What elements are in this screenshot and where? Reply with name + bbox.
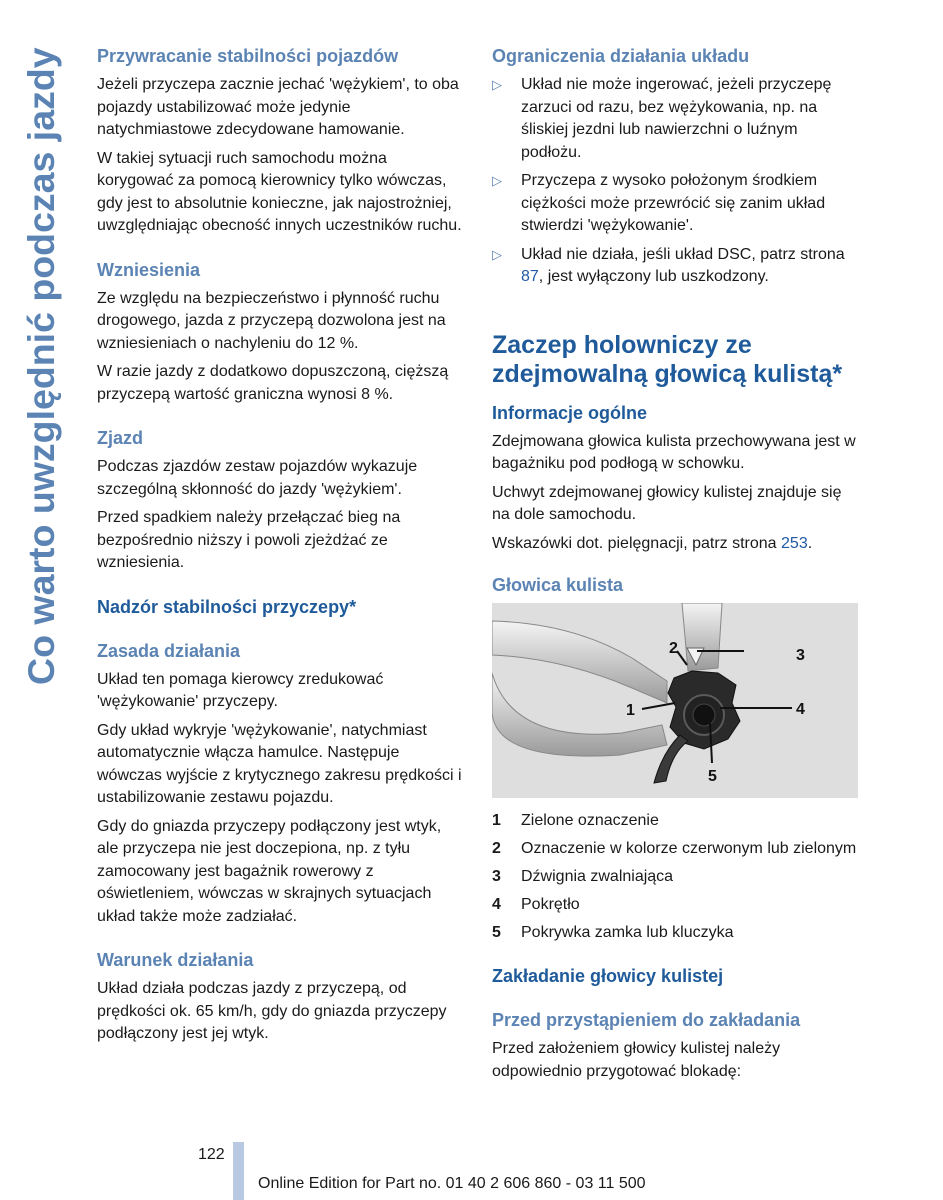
- paragraph: [492, 533, 860, 556]
- legend-item: [492, 866, 860, 889]
- footer-accent-bar: [233, 1142, 244, 1200]
- figure-legend: [492, 810, 860, 945]
- legend-text: Oznaczenie w kolorze czerwonym lub zielonym: [521, 840, 857, 857]
- heading-wzniesienia: Wzniesienia: [97, 259, 201, 280]
- heading-przed-przystapieniem: Przed przystąpieniem do zakładania: [492, 1010, 801, 1030]
- footer-edition-text: Online Edition for Part no. 01 40 2 606 860 - 03 11 500: [258, 1175, 646, 1192]
- heading-ograniczenia: Ograniczenia działania układu: [492, 46, 750, 66]
- legend-number: 3: [492, 868, 501, 885]
- heading-glowica-kulista: Głowica kulista: [492, 575, 624, 595]
- legend-item: [492, 838, 860, 861]
- legend-item: [492, 810, 860, 833]
- heading-zakladanie-glowicy: Zakładanie głowicy kulistej: [492, 966, 724, 986]
- legend-text: Pokrętło: [521, 896, 580, 913]
- paragraph: Zdejmowana głowica kulista przechowywana jest w bagażniku pod podłogą w schowku.: [492, 432, 856, 472]
- page-link-253[interactable]: 253: [781, 534, 808, 552]
- left-column: [97, 44, 465, 1052]
- heading-nadzor-stabilnosci: Nadzór stabilności przyczepy*: [97, 596, 357, 617]
- legend-number: 2: [492, 840, 501, 857]
- legend-text: Dźwignia zwalniająca: [521, 868, 674, 885]
- heading-przywracanie: Przywracanie stabilności pojazdów: [97, 46, 399, 66]
- right-column: [492, 44, 860, 1089]
- triangle-bullet-icon: ▷: [492, 77, 502, 92]
- paragraph: Jeżeli przyczepa zacznie jechać 'wężykiem', to oba pojazdy ustabilizować może jedynie natychmiastowe zdecydowane hamowanie.: [97, 76, 459, 138]
- paragraph: Podczas zjazdów zestaw pojazdów wykazuje szczególną skłonność do jazdy 'wężykiem'.: [97, 458, 418, 498]
- paragraph-text: .: [807, 534, 813, 552]
- figure-label: 3: [796, 647, 805, 664]
- figure-label: 1: [626, 702, 635, 719]
- paragraph: Układ ten pomaga kierowcy zredukować 'wężykowanie' przyczepy.: [97, 670, 384, 710]
- paragraph: Przed założeniem głowicy kulistej należy odpowiednio przygotować blokadę:: [492, 1040, 781, 1080]
- paragraph: W takiej sytuacji ruch samochodu można korygować za pomocą kierownicy tylko wówczas, gdy jest to absolutnie konieczne, jak najostrożniej, uwzględniając obecność innych uczestników ruchu.: [97, 149, 462, 234]
- paragraph: Uchwyt zdejmowanej głowicy kulistej znajduje się na dole samochodu.: [492, 483, 842, 523]
- list-item: [492, 244, 860, 289]
- page-number: 122: [198, 1146, 225, 1163]
- heading-zasada-dzialania: Zasada działania: [97, 640, 241, 661]
- legend-item: [492, 894, 860, 917]
- list-item: [492, 170, 860, 238]
- paragraph: Układ działa podczas jazdy z przyczepą, od prędkości ok. 65 km/h, gdy do gniazda przyczepy podłączony jest jej wtyk.: [97, 980, 447, 1042]
- paragraph: Gdy układ wykryje 'wężykowanie', natychmiast automatycznie włącza hamulce. Następuje wówczas wyjście z krytycznego zakresu prędkości i ustabilizowanie zestawu pojazdu.: [97, 721, 462, 806]
- ball-head-figure: [492, 603, 858, 798]
- limitations-list: [492, 74, 860, 289]
- figure-label: 4: [796, 701, 805, 718]
- list-item-text: , jest wyłączony lub uszkodzony.: [538, 268, 769, 285]
- paragraph: W razie jazdy z dodatkowo dopuszczoną, cięższą przyczepą wartość graniczna wynosi 8 %.: [97, 363, 449, 403]
- paragraph: Gdy do gniazda przyczepy podłączony jest wtyk, ale przyczepa nie jest doczepiona, np. z tyłu zamocowany jest bagażnik rowerowy z oświetleniem, wówczas w skrajnych sytuacjach układ także może zadziałać.: [97, 817, 442, 925]
- page-link-87[interactable]: 87: [521, 268, 539, 285]
- list-item-text: Przyczepa z wysoko położonym środkiem ciężkości może przewrócić się zanim układ stwierdzi 'wężykowanie'.: [521, 172, 826, 234]
- heading-informacje-ogolne: Informacje ogólne: [492, 402, 648, 423]
- legend-text: Zielone oznaczenie: [521, 812, 659, 829]
- legend-item: [492, 922, 860, 945]
- list-item-text: Układ nie działa, jeśli układ DSC, patrz strona: [521, 245, 845, 263]
- heading-zjazd: Zjazd: [97, 428, 144, 448]
- paragraph-text: Wskazówki dot. pielęgnacji, patrz strona: [492, 534, 782, 552]
- section-title: Zaczep holowniczy ze zdejmowalną głowicą kulistą*: [492, 330, 843, 388]
- heading-warunek-dzialania: Warunek działania: [97, 950, 254, 970]
- legend-text: Pokrywka zamka lub kluczyka: [521, 924, 734, 941]
- figure-label: 2: [669, 640, 678, 657]
- figure-label: 5: [708, 768, 717, 785]
- paragraph: Przed spadkiem należy przełączać bieg na bezpośrednio niższy i powoli zjeżdżać ze wzniesienia.: [97, 509, 401, 571]
- list-item: [492, 74, 860, 164]
- legend-number: 1: [492, 812, 501, 829]
- triangle-bullet-icon: ▷: [492, 173, 502, 188]
- legend-number: 5: [492, 924, 501, 941]
- ball-head-illustration: [492, 603, 858, 798]
- chapter-side-title: [12, 45, 68, 695]
- paragraph: Ze względu na bezpieczeństwo i płynność ruchu drogowego, jazda z przyczepą dozwolona jest na wzniesieniach o nachyleniu do 12 %.: [97, 289, 446, 352]
- triangle-bullet-icon: ▷: [492, 246, 502, 262]
- legend-number: 4: [492, 896, 501, 913]
- list-item-text: Układ nie może ingerować, jeżeli przyczepę zarzuci od razu, bez wężykowania, np. na śliskiej jezdni lub nawierzchni o luźnym podłożu.: [521, 76, 832, 161]
- chapter-side-title-text: Co warto uwzględnić podczas jazdy: [20, 47, 62, 685]
